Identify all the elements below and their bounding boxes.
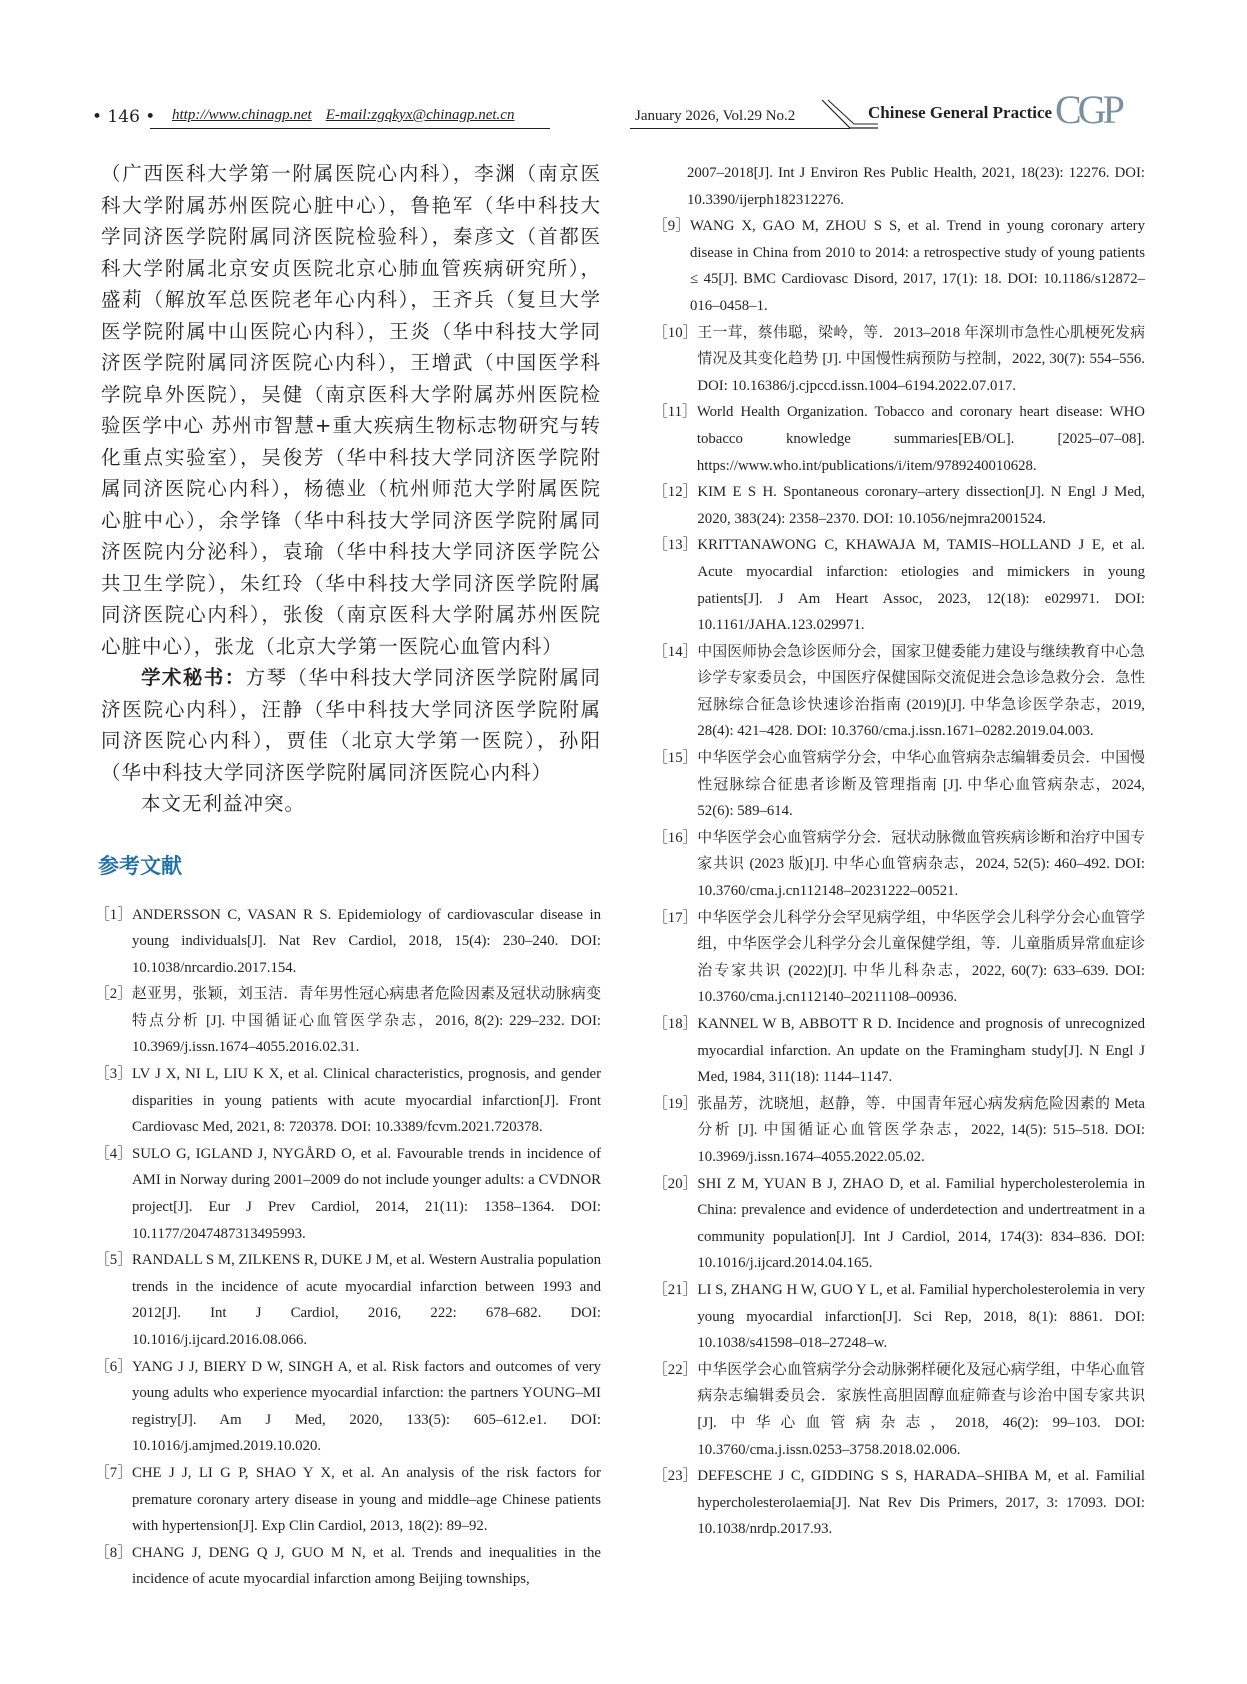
reference-number	[653, 160, 687, 213]
right-column	[653, 160, 1145, 1543]
reference-item	[653, 639, 1145, 745]
reference-number: ［23］	[653, 1468, 698, 1485]
reference-text: 赵亚男，张颖，刘玉洁．青年男性冠心病患者危险因素及冠状动脉病变特点分析 [J]. 中国循证心血管医学杂志，2016, 8(2): 229–232. DOI: 10.3969/j.issn.1674–4055.2016.02.31.	[132, 986, 601, 1056]
reference-text: KRITTANAWONG C, KHAWAJA M, TAMIS–HOLLAND J E, et al. Acute myocardial infarction: etiologies and mimickers in young patients[J]. J Am Heart Assoc, 2023, 12(18): e029971. DOI: 10.1161/JAHA.123.029971.	[697, 537, 1145, 634]
reference-text: 中华医学会心血管病学分会，中华心血管病杂志编辑委员会．中国慢性冠脉综合征患者诊断及管理指南 [J]. 中华心血管病杂志，2024, 52(6): 589–614.	[697, 750, 1145, 820]
reference-number: ［21］	[653, 1281, 698, 1298]
reference-number: ［22］	[653, 1361, 698, 1378]
reference-item	[95, 902, 601, 982]
conflict-statement: 本文无利益冲突。	[141, 792, 306, 815]
reference-number: ［6］	[95, 1358, 132, 1375]
secretary-paragraph	[101, 662, 601, 788]
reference-number: ［5］	[95, 1252, 132, 1269]
reference-item	[95, 1141, 601, 1247]
header-contact	[172, 107, 514, 124]
reference-number: ［19］	[653, 1095, 698, 1112]
secretary-text: 方琴（华中科技大学同济医学院附属同济医院心内科），汪静（华中科技大学同济医学院附属同济医院心内科），贾佳（北京大学第一医院），孙阳（华中科技大学同济医学院附属同济医院心内科）	[101, 666, 601, 784]
header-rule	[630, 128, 850, 129]
reference-list-left	[95, 902, 601, 1593]
reference-number: ［4］	[95, 1145, 132, 1162]
reference-item	[653, 532, 1145, 638]
reference-text: YANG J J, BIERY D W, SINGH A, et al. Risk factors and outcomes of very young adults who experience myocardial infarction: the partners YOUNG–MI registry[J]. Am J Med, 2020, 133(5): 605–612.e1. DOI: 10.1016/j.amjmed.2019.10.020.	[132, 1358, 601, 1455]
reference-item	[653, 745, 1145, 825]
email-link[interactable]: E-mail:zgqkyx@chinagp.net.cn	[325, 107, 515, 123]
reference-item	[95, 1540, 601, 1593]
reference-text: 中华医学会心血管病学分会动脉粥样硬化及冠心病学组，中华心血管病杂志编辑委员会．家族性高胆固醇血症筛查与诊治中国专家共识 [J]. 中华心血管病杂志，2018, 46(2): 99–103. DOI: 10.3760/cma.j.issn.0253–3758.2018.02.006.	[697, 1361, 1145, 1458]
journal-name: Chinese General Practice	[868, 103, 1053, 122]
reference-text: WANG X, GAO M, ZHOU S S, et al. Trend in young coronary artery disease in China from 2010 to 2014: a retrospective study of young patients ≤ 45[J]. BMC Cardiovasc Disord, 2017, 17(1): 18. DOI: 10.1186/s12872–016–0458–1.	[690, 218, 1145, 314]
reference-text: 张晶芳，沈晓旭，赵静，等．中国青年冠心病发病危险因素的 Meta 分析 [J]. 中国循证心血管医学杂志，2022, 14(5): 515–518. DOI: 10.3969/j.issn.1674–4055.2022.05.02.	[697, 1095, 1145, 1165]
reference-item	[95, 1354, 601, 1460]
reference-item	[95, 1247, 601, 1353]
reference-text: World Health Organization. Tobacco and coronary heart disease: WHO tobacco knowledge summaries[EB/OL]. [2025–07–08]. https://www.who.int/publications/i/item/9789240010628.	[696, 404, 1145, 474]
reference-number: ［2］	[95, 986, 132, 1003]
reference-list-right	[653, 160, 1145, 1543]
reference-number: ［10］	[653, 324, 698, 341]
reference-item	[95, 1061, 601, 1141]
reference-item	[653, 1277, 1145, 1357]
reference-number: ［9］	[653, 218, 690, 235]
issue-info: January 2026, Vol.29 No.2	[635, 108, 796, 124]
reference-item	[653, 1011, 1145, 1091]
reference-text: DEFESCHE J C, GIDDING S S, HARADA–SHIBA M, et al. Familial hypercholesterolaemia[J]. Nat Rev Dis Primers, 2017, 3: 17093. DOI: 10.1038/nrdp.2017.93.	[697, 1468, 1145, 1538]
reference-item	[653, 213, 1145, 319]
reference-text: SULO G, IGLAND J, NYGÅRD O, et al. Favourable trends in incidence of AMI in Norway during 2001–2009 do not include younger adults: a CVDNOR project[J]. Eur J Prev Cardiol, 2014, 21(11): 1358–1364. DOI: 10.1177/2047487313495993.	[132, 1145, 601, 1242]
reference-text: CHE J J, LI G P, SHAO Y X, et al. An analysis of the risk factors for premature coronary artery disease in young and middle–age Chinese patients with hypertension[J]. Exp Clin Cardiol, 2013, 18(2): 89–92.	[132, 1464, 601, 1535]
reference-text: LV J X, NI L, LIU K X, et al. Clinical characteristics, prognosis, and gender disparities in young patients with acute myocardial infarction[J]. Front Cardiovasc Med, 2021, 8: 720378. DOI: 10.3389/fcvm.2021.720378.	[132, 1066, 601, 1136]
reference-item	[653, 1357, 1145, 1463]
website-link[interactable]: http://www.chinagp.net	[172, 107, 312, 123]
reference-number: ［13］	[653, 537, 698, 554]
members-paragraph: （广西医科大学第一附属医院心内科），李渊（南京医科大学附属苏州医院心脏中心），鲁艳军（华中科技大学同济医学院附属同济医院检验科），秦彦文（首都医科大学附属北京安贞医院北京心肺血管疾病研究所），盛莉（解放军总医院老年心内科），王齐兵（复旦大学医学院附属中山医院心内科），王炎（华中科技大学同济医学院附属同济医院心内科），王增武（中国医学科学院阜外医院），吴健（南京医科大学附属苏州医院检验医学中心 苏州市智慧+重大疾病生物标志物研究与转化重点实验室），吴俊芳（华中科技大学同济医学院附属同济医院心内科），杨德业（杭州师范大学附属医院心脏中心），余学锋（华中科技大学同济医学院附属同济医院内分泌科），袁瑜（华中科技大学同济医学院公共卫生学院），朱红玲（华中科技大学同济医学院附属同济医院心内科），张俊（南京医科大学附属苏州医院心脏中心），张龙（北京大学第一医院心血管内科）	[101, 162, 601, 658]
reference-item	[653, 160, 1145, 213]
reference-item	[653, 1463, 1145, 1543]
reference-text: 中国医师协会急诊医师分会，国家卫健委能力建设与继续教育中心急诊学专家委员会，中国医疗保健国际交流促进会急诊急救分会．急性冠脉综合征急诊快速诊治指南 (2019)[J]. 中华急诊医学杂志，2019, 28(4): 421–428. DOI: 10.3760/cma.j.issn.1671–0282.2019.04.003.	[697, 643, 1145, 740]
page-number: • 146 •	[92, 107, 156, 127]
reference-item	[95, 1460, 601, 1540]
reference-number: ［3］	[95, 1066, 132, 1083]
references-heading: 参考文献	[98, 853, 182, 878]
reference-text: KIM E S H. Spontaneous coronary–artery dissection[J]. N Engl J Med, 2020, 383(24): 2358–2370. DOI: 10.1056/nejmra2001524.	[697, 484, 1145, 527]
reference-number: ［18］	[653, 1016, 698, 1032]
reference-number: ［1］	[95, 906, 132, 923]
journal-logo	[1055, 86, 1121, 133]
reference-text: SHI Z M, YUAN B J, ZHAO D, et al. Familial hypercholesterolemia in China: prevalence and evidence of underdetection and undertreatment in a community population[J]. Int J Cardiol, 2014, 174(3): 834–836. DOI: 10.1016/j.ijcard.2014.04.165.	[697, 1175, 1145, 1272]
reference-number: ［11］	[653, 404, 697, 421]
reference-item	[653, 479, 1145, 532]
reference-text: ANDERSSON C, VASAN R S. Epidemiology of cardiovascular disease in young individuals[J]. Nat Rev Cardiol, 2018, 15(4): 230–240. DOI: 10.1038/nrcardio.2017.154.	[132, 906, 601, 976]
reference-item	[95, 981, 601, 1061]
reference-item	[653, 320, 1145, 400]
reference-text: LI S, ZHANG H W, GUO Y L, et al. Familial hypercholesterolemia in very young myocardial infarction[J]. Sci Rep, 2018, 8(1): 8861. DOI: 10.1038/s41598–018–27248–w.	[697, 1281, 1145, 1352]
reference-item	[653, 1171, 1145, 1277]
reference-item	[653, 825, 1145, 905]
reference-number: ［12］	[653, 484, 698, 501]
reference-item	[653, 399, 1145, 479]
reference-text: 中华医学会心血管病学分会．冠状动脉微血管疾病诊断和治疗中国专家共识 (2023 版)[J]. 中华心血管病杂志，2024, 52(5): 460–492. DOI: 10.3760/cma.j.cn112148–20231222–00521.	[697, 829, 1145, 900]
reference-number: ［8］	[95, 1544, 132, 1561]
reference-text: KANNEL W B, ABBOTT R D. Incidence and prognosis of unrecognized myocardial infarction. An update on the Framingham study[J]. N Engl J Med, 1984, 311(18): 1144–1147.	[697, 1016, 1145, 1086]
logo-text: CGP	[1055, 87, 1121, 132]
reference-number: ［7］	[95, 1464, 132, 1481]
reference-text: CHANG J, DENG Q J, GUO M N, et al. Trends and inequalities in the incidence of acute myocardial infarction among Beijing townships,	[132, 1544, 601, 1588]
reference-text: 中华医学会儿科学分会罕见病学组，中华医学会儿科学分会心血管学组，中华医学会儿科学分会儿童保健学组，等．儿童脂质异常血症诊治专家共识 (2022)[J]. 中华儿科杂志，2022, 60(7): 633–639. DOI: 10.3760/cma.j.cn112140–20211108–00936.	[697, 909, 1145, 1006]
header-rule	[150, 128, 550, 129]
reference-number: ［15］	[653, 750, 698, 767]
reference-number: ［14］	[653, 643, 698, 660]
reference-number: ［16］	[653, 829, 698, 846]
reference-number: ［20］	[653, 1175, 698, 1192]
reference-item	[653, 905, 1145, 1011]
left-column	[95, 158, 601, 1593]
reference-text: 王一茸，蔡伟聪，梁岭，等．2013–2018 年深圳市急性心肌梗死发病情况及其变化趋势 [J]. 中国慢性病预防与控制，2022, 30(7): 554–556. DOI: 10.16386/j.cjpccd.issn.1004–6194.2022.07.017.	[697, 324, 1145, 394]
secretary-label: 学术秘书：	[141, 666, 246, 689]
reference-text: RANDALL S M, ZILKENS R, DUKE J M, et al. Western Australia population trends in the incidence of acute myocardial infarction between 1993 and 2012[J]. Int J Cardiol, 2016, 222: 678–682. DOI: 10.1016/j.ijcard.2016.08.066.	[132, 1252, 601, 1348]
reference-text: 2007–2018[J]. Int J Environ Res Public Health, 2021, 18(23): 12276. DOI: 10.3390/ijerph182312276.	[687, 165, 1145, 208]
page-header	[0, 0, 1247, 140]
reference-number: ［17］	[653, 909, 698, 926]
reference-item	[653, 1091, 1145, 1171]
